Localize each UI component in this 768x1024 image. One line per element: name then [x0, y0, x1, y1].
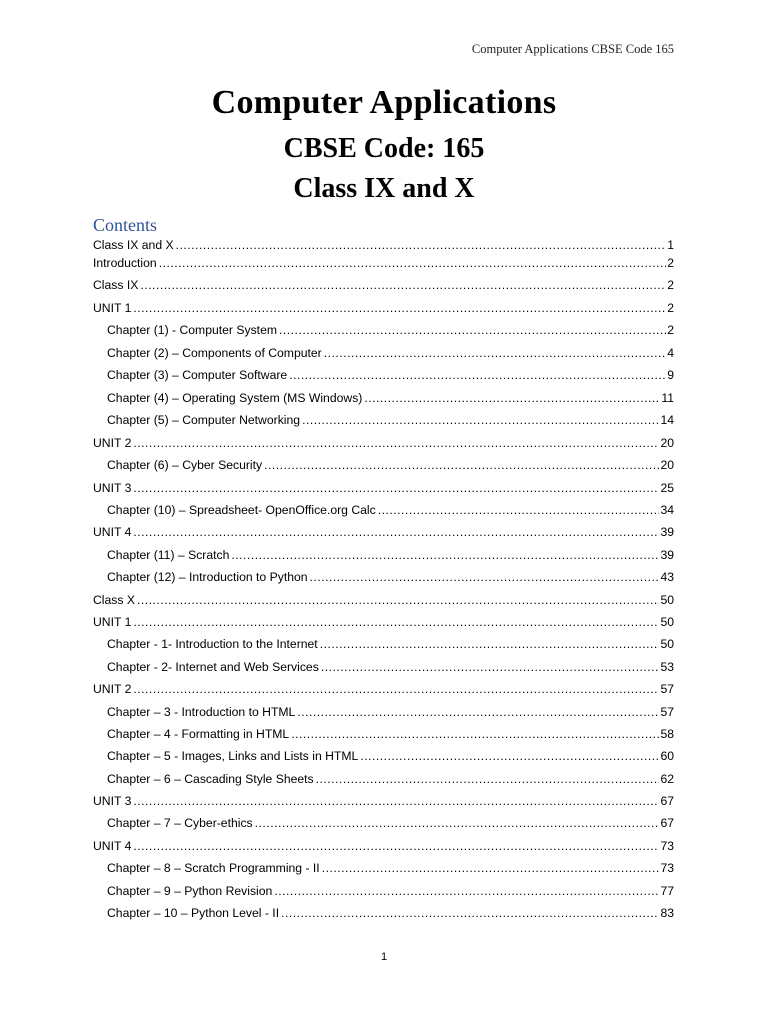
toc-dot-leader	[274, 884, 659, 898]
toc-entry-label: Class IX	[93, 278, 139, 292]
toc-entry-label: Chapter – 7 – Cyber-ethics	[107, 816, 253, 830]
toc-dot-leader	[316, 772, 660, 786]
toc-entry-page: 2	[667, 256, 674, 270]
toc-entry-page: 60	[660, 749, 674, 763]
toc-entry[interactable]	[107, 637, 674, 651]
toc-entry-label: Chapter (4) – Operating System (MS Windows)	[107, 391, 363, 405]
toc-entry[interactable]	[107, 368, 674, 382]
toc-entry-label: Chapter – 6 – Cascading Style Sheets	[107, 772, 314, 786]
running-header: Computer Applications CBSE Code 165	[471, 42, 674, 56]
toc-entry[interactable]	[107, 503, 674, 517]
toc-entry[interactable]	[107, 861, 674, 875]
toc-entry-label: Chapter (6) – Cyber Security	[107, 458, 263, 472]
toc-entry[interactable]	[93, 301, 674, 315]
document-title: Computer Applications	[211, 84, 557, 121]
toc-entry-page: 57	[660, 705, 674, 719]
toc-entry-page: 20	[660, 436, 674, 450]
toc-dot-leader	[133, 525, 659, 539]
toc-entry[interactable]	[93, 794, 674, 808]
toc-dot-leader	[324, 346, 666, 360]
toc-dot-leader	[297, 705, 659, 719]
toc-entry-label: UNIT 3	[93, 794, 132, 808]
toc-entry[interactable]	[107, 906, 674, 920]
toc-entry[interactable]	[93, 682, 674, 696]
toc-entry[interactable]	[93, 593, 674, 607]
toc-entry-label: UNIT 4	[93, 525, 132, 539]
toc-dot-leader	[133, 481, 659, 495]
toc-dot-leader	[231, 548, 659, 562]
toc-dot-leader	[279, 323, 666, 337]
toc-entry-label: Chapter – 8 – Scratch Programming - II	[107, 861, 320, 875]
toc-entry-label: Chapter - 1- Introduction to the Internet	[107, 637, 318, 651]
toc-entry[interactable]	[107, 458, 674, 472]
toc-entry-page: 77	[660, 884, 674, 898]
toc-entry-page: 53	[660, 660, 674, 674]
toc-entry-label: Chapter (3) – Computer Software	[107, 368, 288, 382]
toc-dot-leader	[321, 660, 660, 674]
toc-entry-page: 2	[667, 301, 674, 315]
toc-entry-page: 9	[667, 368, 674, 382]
toc-dot-leader	[291, 727, 659, 741]
toc-entry-page: 73	[660, 861, 674, 875]
toc-entry-label: UNIT 2	[93, 436, 132, 450]
toc-entry[interactable]	[93, 525, 674, 539]
toc-entry[interactable]	[107, 548, 674, 562]
toc-entry-page: 50	[660, 637, 674, 651]
toc-entry[interactable]	[107, 772, 674, 786]
toc-entry-label: Class X	[93, 593, 135, 607]
document-subtitle-code: CBSE Code: 165	[283, 133, 485, 164]
toc-entry[interactable]	[107, 705, 674, 719]
toc-dot-leader	[310, 570, 660, 584]
document-subtitle-class: Class IX and X	[293, 173, 475, 204]
toc-entry-page: 50	[660, 615, 674, 629]
toc-entry-page: 62	[660, 772, 674, 786]
toc-entry-page: 14	[660, 413, 674, 427]
toc-entry-page: 1	[667, 238, 674, 252]
toc-entry[interactable]	[93, 615, 674, 629]
toc-entry-page: 57	[660, 682, 674, 696]
toc-entry-label: UNIT 4	[93, 839, 132, 853]
toc-entry-label: Chapter – 5 - Images, Links and Lists in HTML	[107, 749, 359, 763]
toc-entry[interactable]	[93, 481, 674, 495]
toc-dot-leader	[264, 458, 659, 472]
toc-entry-page: 43	[660, 570, 674, 584]
toc-entry[interactable]	[93, 256, 674, 270]
toc-dot-leader	[322, 861, 660, 875]
toc-entry-label: Chapter - 2- Internet and Web Services	[107, 660, 319, 674]
toc-entry-label: Chapter (11) – Scratch	[107, 548, 230, 562]
toc-entry-page: 50	[660, 593, 674, 607]
toc-dot-leader	[159, 256, 667, 270]
toc-dot-leader	[133, 301, 666, 315]
toc-entry-page: 58	[660, 727, 674, 741]
toc-dot-leader	[302, 413, 659, 427]
toc-entry[interactable]	[107, 413, 674, 427]
toc-entry[interactable]	[93, 839, 674, 853]
toc-entry[interactable]	[93, 436, 674, 450]
toc-dot-leader	[255, 816, 660, 830]
toc-dot-leader	[364, 391, 660, 405]
toc-dot-leader	[289, 368, 666, 382]
toc-entry-label: Chapter – 10 – Python Level - II	[107, 906, 280, 920]
toc-entry[interactable]	[93, 278, 674, 292]
toc-entry[interactable]	[107, 727, 674, 741]
toc-entry-page: 4	[667, 346, 674, 360]
toc-entry-label: UNIT 2	[93, 682, 132, 696]
toc-entry[interactable]	[93, 238, 674, 252]
toc-dot-leader	[360, 749, 659, 763]
toc-dot-leader	[133, 615, 659, 629]
toc-entry-page: 34	[660, 503, 674, 517]
toc-entry-label: UNIT 1	[93, 615, 132, 629]
toc-dot-leader	[133, 839, 659, 853]
toc-entry[interactable]	[107, 749, 674, 763]
toc-entry-page: 73	[660, 839, 674, 853]
toc-entry-page: 25	[660, 481, 674, 495]
toc-entry-label: Chapter (2) – Components of Computer	[107, 346, 322, 360]
page-number: 1	[380, 951, 388, 963]
toc-entry-label: Chapter (5) – Computer Networking	[107, 413, 301, 427]
toc-entry-page: 20	[660, 458, 674, 472]
toc-entry-page: 67	[660, 816, 674, 830]
toc-entry-label: UNIT 1	[93, 301, 132, 315]
toc-dot-leader	[378, 503, 660, 517]
toc-dot-leader	[176, 238, 667, 252]
toc-entry[interactable]	[107, 660, 674, 674]
toc-entry-label: Chapter (10) – Spreadsheet- OpenOffice.org Calc	[107, 503, 376, 517]
toc-entry-label: Chapter – 4 - Formatting in HTML	[107, 727, 290, 741]
toc-entry-page: 83	[660, 906, 674, 920]
toc-entry-page: 11	[661, 391, 674, 405]
toc-entry-page: 2	[667, 323, 674, 337]
toc-entry[interactable]	[107, 816, 674, 830]
toc-entry[interactable]	[107, 884, 674, 898]
toc-dot-leader	[133, 436, 659, 450]
toc-entry-label: Chapter – 9 – Python Revision	[107, 884, 273, 898]
toc-entry[interactable]	[107, 391, 674, 405]
toc-entry-label: Class IX and X	[93, 238, 174, 252]
contents-heading: Contents	[93, 215, 158, 235]
toc-dot-leader	[133, 794, 659, 808]
toc-dot-leader	[133, 682, 659, 696]
toc-entry-page: 39	[660, 525, 674, 539]
toc-dot-leader	[320, 637, 660, 651]
toc-entry-label: Introduction	[93, 256, 157, 270]
toc-entry-label: UNIT 3	[93, 481, 132, 495]
toc-dot-leader	[281, 906, 659, 920]
toc-dot-leader	[140, 278, 666, 292]
toc-entry-label: Chapter – 3 - Introduction to HTML	[107, 705, 296, 719]
toc-entry[interactable]	[107, 323, 674, 337]
toc-entry-page: 2	[667, 278, 674, 292]
toc-entry[interactable]	[107, 570, 674, 584]
toc-entry-page: 67	[660, 794, 674, 808]
toc-entry[interactable]	[107, 346, 674, 360]
toc-entry-page: 39	[660, 548, 674, 562]
toc-dot-leader	[137, 593, 659, 607]
toc-entry-label: Chapter (12) – Introduction to Python	[107, 570, 308, 584]
toc-entry-label: Chapter (1) - Computer System	[107, 323, 278, 337]
